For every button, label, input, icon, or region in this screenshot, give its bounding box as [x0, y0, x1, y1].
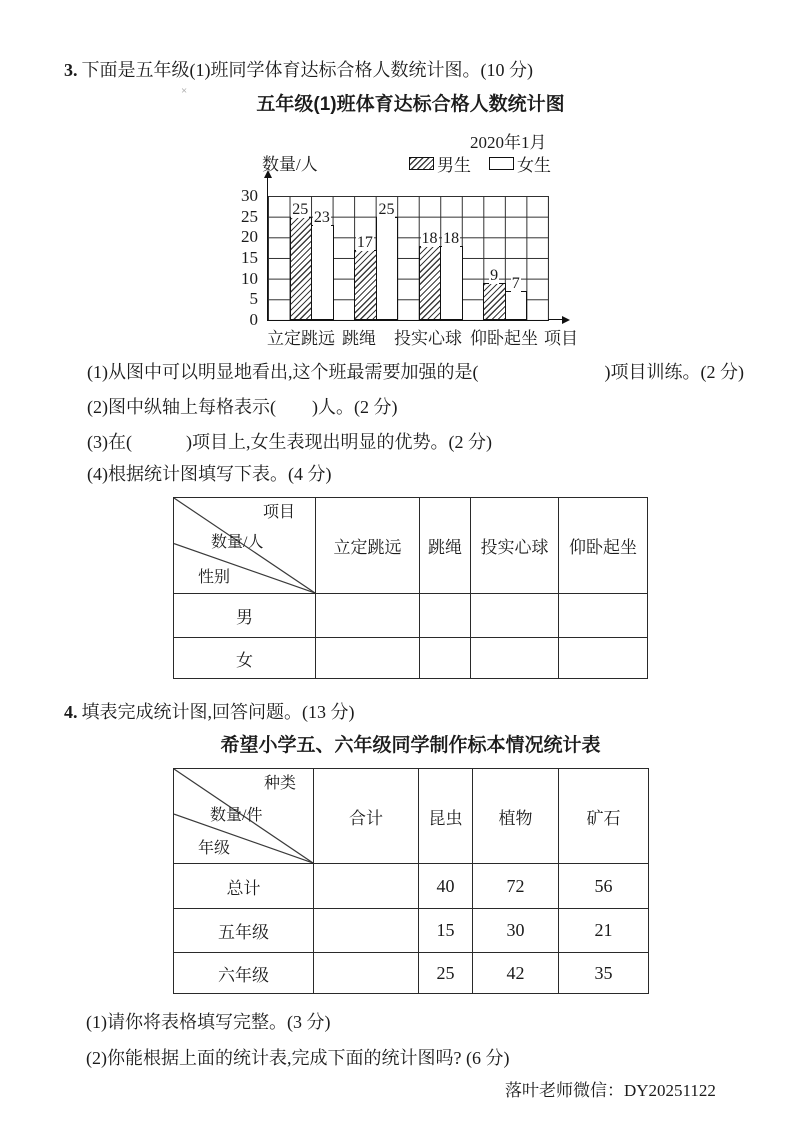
y-tick-label: 10 — [241, 268, 258, 288]
y-axis-line — [267, 177, 268, 196]
bar-女生-仰卧起坐 — [505, 291, 528, 320]
table2-value-cell: 30 — [473, 909, 559, 953]
question-4-text: 填表完成统计图,回答问题。(13 分) — [81, 702, 355, 722]
table1-col-header: 仰卧起坐 — [559, 498, 648, 594]
table2-value-cell: 25 — [419, 953, 473, 994]
y-axis-ticks — [228, 186, 262, 329]
legend-swatch-male-hatched — [409, 157, 434, 170]
bar-女生-投实心球 — [440, 246, 463, 320]
table1-blank-cell — [471, 638, 559, 679]
y-axis-title: 数量/人 — [262, 155, 318, 174]
bar-女生-立定跳远 — [311, 225, 334, 320]
bar-value-label: 18 — [443, 229, 460, 247]
corner-label-quantity: 数量/件 — [210, 807, 263, 824]
corner-label-project: 项目 — [262, 504, 295, 521]
corner-label-kind: 种类 — [263, 775, 296, 792]
question-3-heading — [64, 56, 533, 82]
q4-sub-1: (1)请你将表格填写完整。(3 分) — [86, 1012, 331, 1032]
table1-blank-cell — [471, 594, 559, 638]
q4-sub-2: (2)你能根据上面的统计表,完成下面的统计图吗? (6 分) — [86, 1048, 510, 1068]
scan-artifact: × — [181, 85, 188, 97]
table1-row-label-male: 男 — [174, 594, 316, 638]
table1-corner-cell — [174, 498, 316, 594]
table1-blank-cell — [316, 594, 420, 638]
q3-sub-1: (1)从图中可以明显地看出,这个班最需要加强的是( )项目训练。(2 分) — [87, 362, 744, 382]
chart-title: 五年级(1)班体育达标合格人数统计图 — [256, 94, 565, 115]
table1-row-label-female: 女 — [174, 638, 316, 679]
table2-col-header: 合计 — [314, 769, 419, 864]
table2-value-cell: 72 — [473, 864, 559, 909]
table1-blank-cell — [420, 594, 471, 638]
table2-blank-cell — [314, 909, 419, 953]
table2-col-header: 昆虫 — [419, 769, 473, 864]
table1-blank-cell — [420, 638, 471, 679]
table1-col-header: 跳绳 — [420, 498, 471, 594]
x-label-sit-ups: 仰卧起坐 — [470, 329, 538, 348]
table-2-specimens — [173, 768, 649, 994]
table2-row-label-grade6: 六年级 — [174, 953, 314, 994]
table-2-title: 希望小学五、六年级同学制作标本情况统计表 — [220, 735, 601, 756]
y-tick-label: 20 — [241, 227, 258, 247]
bar-value-label: 23 — [313, 208, 330, 226]
table1-blank-cell — [316, 638, 420, 679]
table2-value-cell: 42 — [473, 953, 559, 994]
legend-swatch-female-plain — [489, 157, 514, 170]
x-label-solid-ball-throw: 投实心球 — [394, 329, 462, 348]
bar-value-label: 17 — [356, 233, 373, 251]
table1-col-header: 投实心球 — [471, 498, 559, 594]
question-3-text: 下面是五年级(1)班同学体育达标合格人数统计图。(10 分) — [81, 60, 533, 80]
table2-row-label-grade5: 五年级 — [174, 909, 314, 953]
corner-label-quantity: 数量/人 — [211, 534, 264, 551]
table2-value-cell: 21 — [559, 909, 649, 953]
y-tick-label: 5 — [249, 289, 258, 309]
table2-row-label-total: 总计 — [174, 864, 314, 909]
y-tick-label: 0 — [249, 310, 258, 329]
table1-blank-cell — [559, 594, 648, 638]
table2-value-cell: 35 — [559, 953, 649, 994]
chart-date-label: 2020年1月 — [470, 133, 547, 152]
bar-value-label: 18 — [421, 229, 438, 247]
teacher-wechat-footer: 落叶老师微信：DY20251122 — [505, 1081, 716, 1100]
corner-label-grade: 年级 — [198, 840, 231, 857]
x-label-standing-long-jump: 立定跳远 — [267, 329, 335, 348]
table2-value-cell: 40 — [419, 864, 473, 909]
table1-col-header: 立定跳远 — [316, 498, 420, 594]
legend-label-male: 男生 — [437, 156, 471, 175]
table1-blank-cell — [559, 638, 648, 679]
y-tick-label: 15 — [241, 248, 258, 267]
table2-blank-cell — [314, 864, 419, 909]
bar-男生-仰卧起坐 — [483, 283, 506, 320]
x-axis-arrow — [562, 316, 570, 324]
bar-女生-跳绳 — [376, 217, 399, 320]
table2-col-header: 植物 — [473, 769, 559, 864]
table-1-pe-results — [173, 497, 648, 679]
question-3-number: 3. — [64, 60, 78, 80]
legend-label-female: 女生 — [517, 156, 551, 175]
question-4-heading — [64, 698, 355, 724]
q3-sub-3: (3)在( )项目上,女生表现出明显的优势。(2 分) — [87, 432, 492, 452]
q3-sub-2: (2)图中纵轴上每格表示( )人。(2 分) — [87, 397, 398, 417]
bar-男生-跳绳 — [354, 250, 377, 320]
bar-value-label: 9 — [490, 266, 499, 284]
table2-value-cell: 56 — [559, 864, 649, 909]
x-axis-title: 项目 — [544, 329, 578, 348]
corner-label-gender: 性别 — [198, 569, 231, 586]
table2-col-header: 矿石 — [559, 769, 649, 864]
table2-value-cell: 15 — [419, 909, 473, 953]
x-label-rope-skipping: 跳绳 — [342, 329, 376, 348]
y-tick-label: 25 — [241, 206, 258, 226]
chart-legend — [409, 151, 569, 176]
q3-sub-4: (4)根据统计图填写下表。(4 分) — [87, 464, 332, 484]
table2-blank-cell — [314, 953, 419, 994]
bar-value-label: 25 — [292, 200, 309, 218]
y-tick-label: 30 — [241, 186, 258, 205]
bar-男生-立定跳远 — [290, 217, 313, 320]
bar-男生-投实心球 — [419, 246, 442, 320]
table2-corner-cell — [174, 769, 314, 864]
question-4-number: 4. — [64, 702, 78, 722]
bar-value-label: 7 — [511, 275, 520, 293]
bar-value-label: 25 — [378, 200, 395, 218]
chart-plot — [267, 196, 549, 321]
